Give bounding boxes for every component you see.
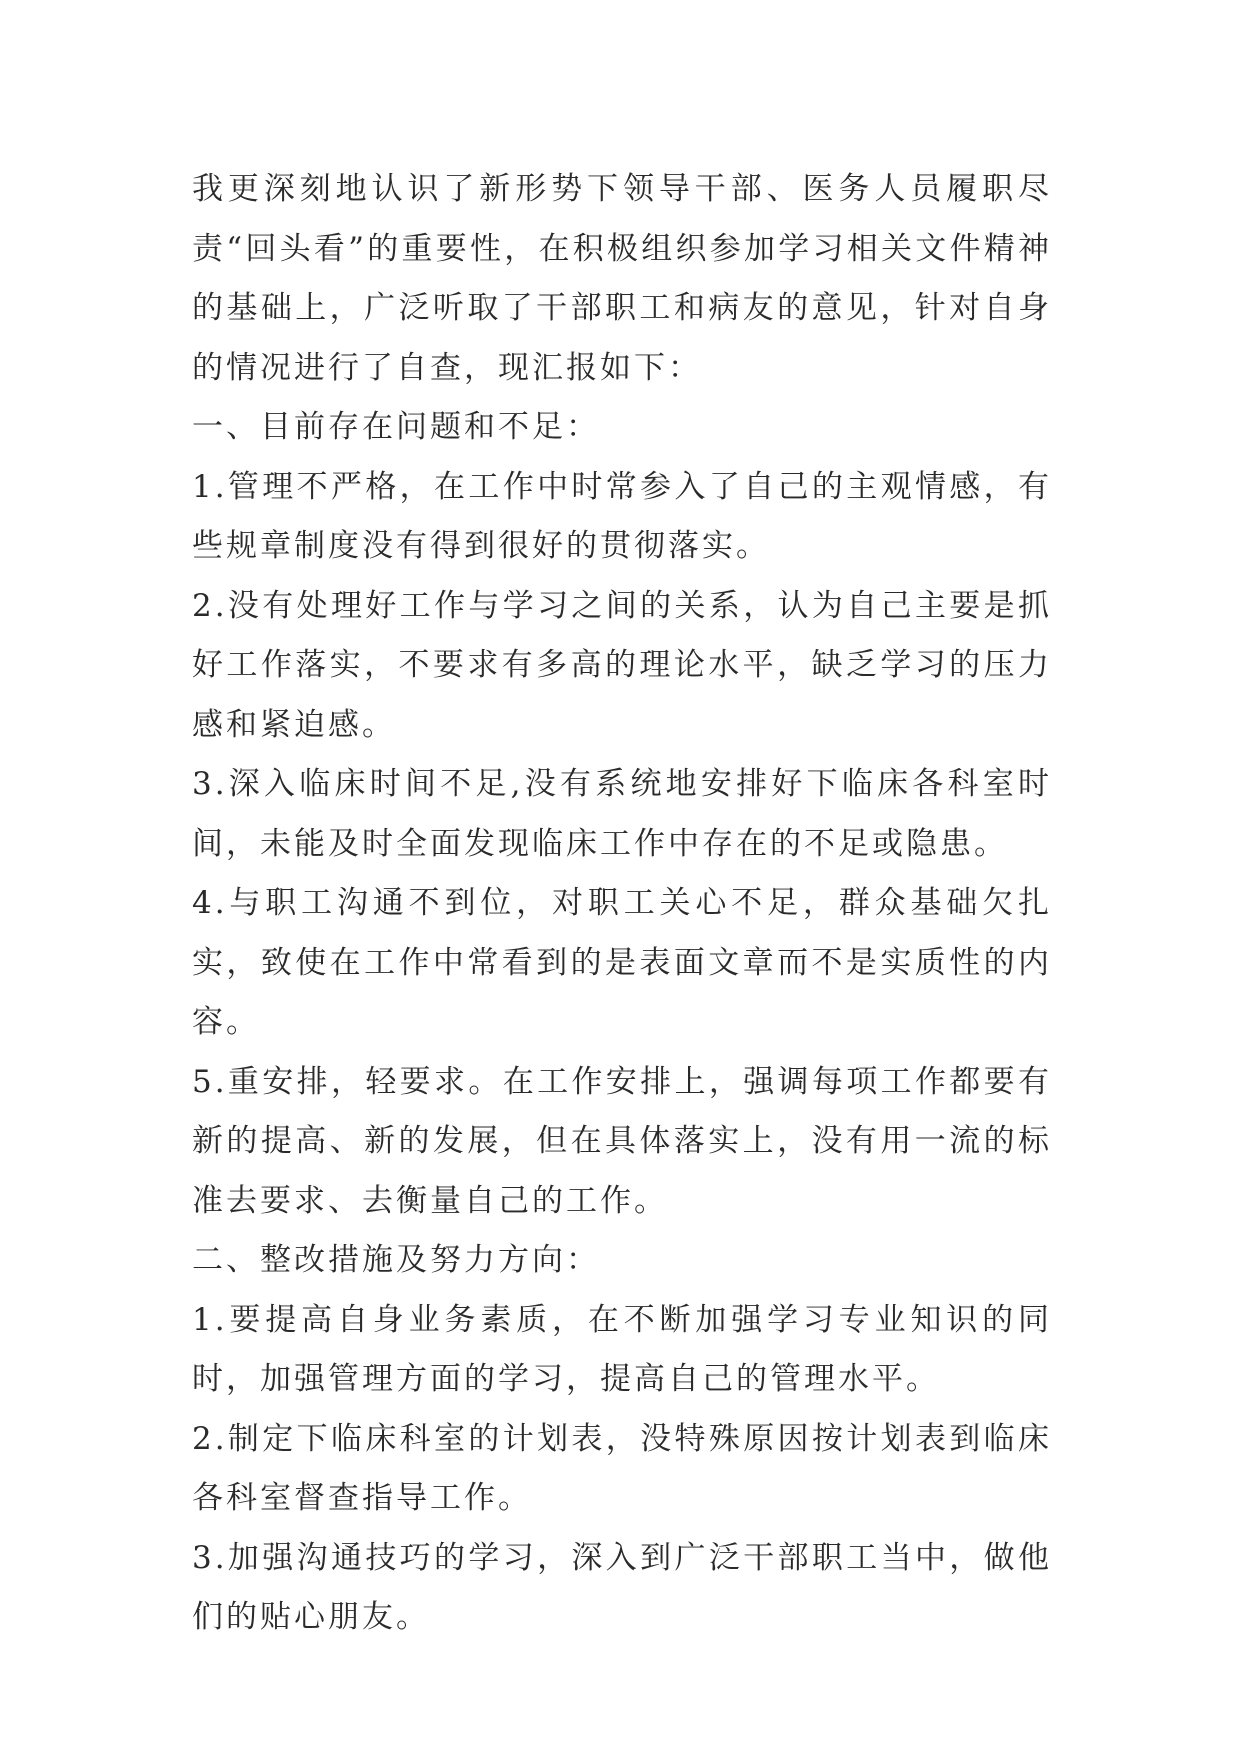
section-heading-measures: 二、整改措施及努力方向： [192,1242,600,1278]
document-body [192,160,1052,1648]
measure-item-2: 2.制定下临床科室的计划表，没特殊原因按计划表到临床各科室督查指导工作。 [192,1420,1052,1516]
problem-item-1: 1.管理不严格，在工作中时常参入了自己的主观情感，有些规章制度没有得到很好的贯彻落实。 [192,468,1052,564]
problem-item-5: 5.重安排，轻要求。在工作安排上，强调每项工作都要有新的提高、新的发展，但在具体落实上，没有用一流的标准去要求、去衡量自己的工作。 [192,1063,1052,1219]
measure-item-3: 3.加强沟通技巧的学习，深入到广泛干部职工当中，做他们的贴心朋友。 [192,1539,1052,1635]
problem-item-4: 4.与职工沟通不到位，对职工关心不足，群众基础欠扎实，致使在工作中常看到的是表面文章而不是实质性的内容。 [192,885,1052,1040]
section-heading-problems: 一、目前存在问题和不足： [192,409,600,445]
problem-item-3: 3.深入临床时间不足,没有系统地安排好下临床各科室时间，未能及时全面发现临床工作中存在的不足或隐患。 [192,766,1052,862]
intro-paragraph: 我更深刻地认识了新形势下领导干部、医务人员履职尽责“回头看”的重要性，在积极组织参加学习相关文件精神的基础上，广泛听取了干部职工和病友的意见，针对自身的情况进行了自查，现汇报如下： [192,171,1052,386]
measure-item-1: 1.要提高自身业务素质，在不断加强学习专业知识的同时，加强管理方面的学习，提高自己的管理水平。 [192,1301,1052,1397]
problem-item-2: 2.没有处理好工作与学习之间的关系，认为自己主要是抓好工作落实，不要求有多高的理论水平，缺乏学习的压力感和紧迫感。 [192,587,1052,743]
